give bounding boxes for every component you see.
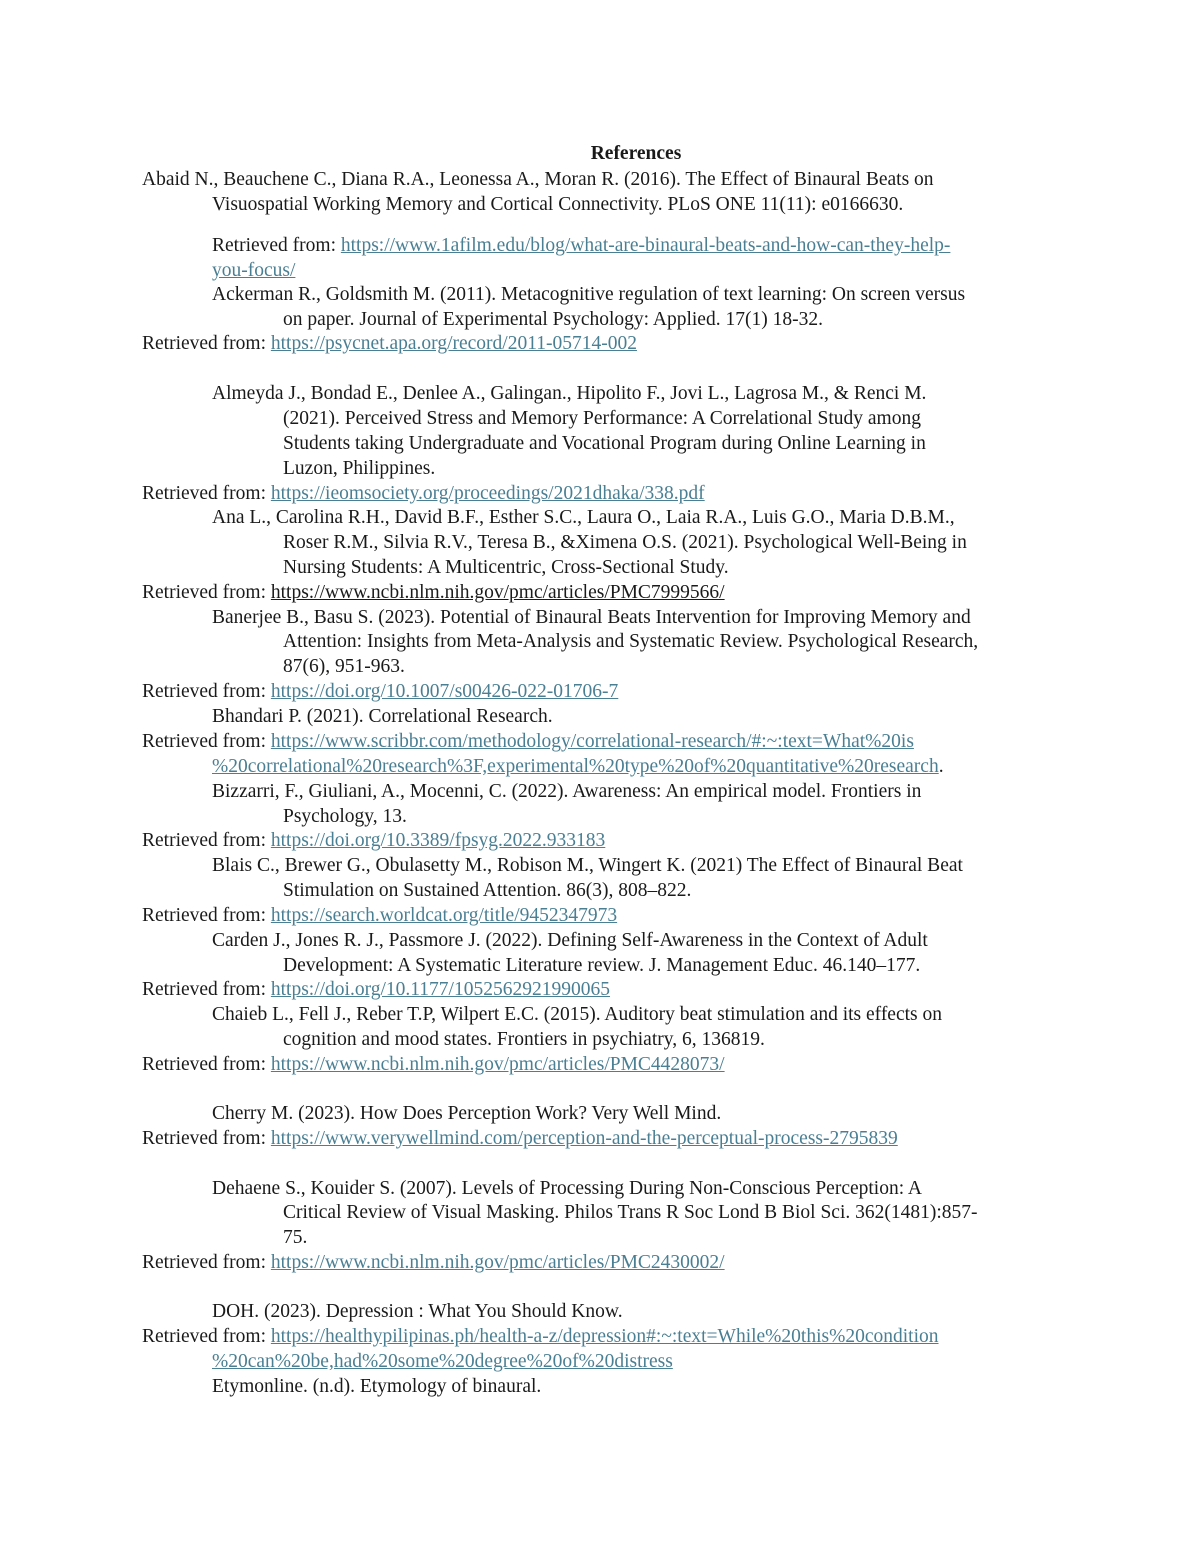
reference-line: 87(6), 951-963. — [283, 656, 405, 677]
reference-line: Psychology, 13. — [283, 806, 407, 827]
reference-line: Etymonline. (n.d). Etymology of binaural. — [212, 1376, 542, 1397]
reference-line: Bizzarri, F., Giuliani, A., Mocenni, C. (2022). Awareness: An empirical model. Frontiers in — [212, 781, 922, 802]
retrieved-label: Retrieved from: — [142, 1252, 271, 1273]
retrieved-label: Retrieved from: — [142, 905, 271, 926]
reference-line: on paper. Journal of Experimental Psychology: Applied. 17(1) 18-32. — [283, 309, 823, 330]
retrieved-label: Retrieved from: — [142, 681, 271, 702]
reference-line: Critical Review of Visual Masking. Philos Trans R Soc Lond B Biol Sci. 362(1481):857- — [283, 1202, 978, 1223]
reference-link[interactable]: https://www.ncbi.nlm.nih.gov/pmc/articles/PMC7999566/ — [270, 582, 725, 603]
retrieved-line — [142, 1324, 939, 1350]
retrieved-line — [142, 977, 610, 1003]
retrieved-label: Retrieved from: — [142, 1054, 271, 1075]
reference-link[interactable]: https://healthypilipinas.ph/health-a-z/depression#:~:text=While%20this%20condition — [270, 1326, 939, 1347]
reference-link[interactable]: you-focus/ — [212, 260, 296, 281]
retrieved-line — [142, 580, 725, 606]
link-suffix: . — [938, 756, 944, 777]
retrieved-line — [142, 331, 637, 357]
retrieved-line — [142, 1250, 725, 1276]
retrieved-line — [212, 233, 950, 259]
reference-link[interactable]: https://www.scribbr.com/methodology/correlational-research/#:~:text=What%20is — [270, 731, 914, 752]
reference-link[interactable]: https://search.worldcat.org/title/9452347973 — [270, 905, 618, 926]
reference-line: Development: A Systematic Literature review. J. Management Educ. 46.140–177. — [283, 955, 921, 976]
reference-link[interactable]: https://doi.org/10.1007/s00426-022-01706-7 — [270, 681, 619, 702]
reference-link[interactable]: https://psycnet.apa.org/record/2011-05714-002 — [270, 333, 637, 354]
reference-link[interactable]: %20correlational%20research%3F,experimental%20type%20of%20quantitative%20research — [212, 756, 939, 777]
retrieved-line — [142, 1052, 725, 1078]
reference-link[interactable]: https://doi.org/10.3389/fpsyg.2022.933183 — [270, 830, 606, 851]
reference-line: Banerjee B., Basu S. (2023). Potential of Binaural Beats Intervention for Improving Memory and — [212, 607, 971, 628]
reference-line: Chaieb L., Fell J., Reber T.P, Wilpert E.C. (2015). Auditory beat stimulation and its effects on — [212, 1004, 943, 1025]
retrieved-label: Retrieved from: — [142, 979, 271, 1000]
reference-link[interactable]: https://doi.org/10.1177/1052562921990065 — [270, 979, 610, 1000]
reference-line: Stimulation on Sustained Attention. 86(3), 808–822. — [283, 880, 692, 901]
retrieved-line — [212, 258, 295, 284]
reference-link[interactable]: https://www.verywellmind.com/perception-and-the-perceptual-process-2795839 — [270, 1128, 898, 1149]
retrieved-line — [142, 828, 605, 854]
reference-line: Nursing Students: A Multicentric, Cross-Sectional Study. — [283, 557, 729, 578]
retrieved-line — [142, 729, 914, 755]
retrieved-label: Retrieved from: — [142, 731, 271, 752]
retrieved-line — [142, 481, 705, 507]
retrieved-label: Retrieved from: — [142, 582, 271, 603]
reference-line: Blais C., Brewer G., Obulasetty M., Robison M., Wingert K. (2021) The Effect of Binaural Beat — [212, 855, 963, 876]
retrieved-line — [212, 754, 944, 780]
reference-line: Carden J., Jones R. J., Passmore J. (2022). Defining Self-Awareness in the Context of Adult — [212, 930, 928, 951]
reference-line: Abaid N., Beauchene C., Diana R.A., Leonessa A., Moran R. (2016). The Effect of Binaural Beats on — [142, 169, 934, 190]
retrieved-line — [142, 903, 617, 929]
retrieved-label: Retrieved from: — [142, 333, 271, 354]
reference-line: Students taking Undergraduate and Vocational Program during Online Learning in — [283, 433, 926, 454]
reference-line: Bhandari P. (2021). Correlational Research. — [212, 706, 553, 727]
retrieved-label: Retrieved from: — [142, 830, 271, 851]
reference-line: Roser R.M., Silvia R.V., Teresa B., &Ximena O.S. (2021). Psychological Well-Being in — [283, 532, 967, 553]
reference-line: Dehaene S., Kouider S. (2007). Levels of Processing During Non-Conscious Perception: A — [212, 1178, 923, 1199]
reference-link[interactable]: https://www.ncbi.nlm.nih.gov/pmc/articles/PMC4428073/ — [270, 1054, 725, 1075]
reference-link[interactable]: https://ieomsociety.org/proceedings/2021dhaka/338.pdf — [270, 483, 705, 504]
reference-line: cognition and mood states. Frontiers in psychiatry, 6, 136819. — [283, 1029, 765, 1050]
reference-line: Attention: Insights from Meta-Analysis and Systematic Review. Psychological Research, — [283, 631, 979, 652]
retrieved-label: Retrieved from: — [142, 1128, 271, 1149]
reference-line: Cherry M. (2023). How Does Perception Work? Very Well Mind. — [212, 1103, 722, 1124]
reference-line: Visuospatial Working Memory and Cortical Connectivity. PLoS ONE 11(11): e0166630. — [212, 194, 904, 215]
reference-link[interactable]: https://www.ncbi.nlm.nih.gov/pmc/articles/PMC2430002/ — [270, 1252, 725, 1273]
reference-link[interactable]: https://www.1afilm.edu/blog/what-are-binaural-beats-and-how-can-they-help- — [340, 235, 951, 256]
reference-line: DOH. (2023). Depression : What You Should Know. — [212, 1301, 623, 1322]
reference-line: Ackerman R., Goldsmith M. (2011). Metacognitive regulation of text learning: On screen versus — [212, 284, 966, 305]
retrieved-label: Retrieved from: — [212, 235, 341, 256]
reference-line: Ana L., Carolina R.H., David B.F., Esther S.C., Laura O., Laia R.A., Luis G.O., Maria D.B.M., — [212, 507, 955, 528]
reference-line: Luzon, Philippines. — [283, 458, 436, 479]
retrieved-line — [212, 1349, 673, 1375]
reference-line: Almeyda J., Bondad E., Denlee A., Galingan., Hipolito F., Jovi L., Lagrosa M., & Renci M. — [212, 383, 927, 404]
retrieved-label: Retrieved from: — [142, 483, 271, 504]
reference-line: 75. — [283, 1227, 308, 1248]
page-title: References — [590, 143, 682, 164]
retrieved-line — [142, 679, 618, 705]
retrieved-label: Retrieved from: — [142, 1326, 271, 1347]
retrieved-line — [142, 1126, 898, 1152]
reference-line: (2021). Perceived Stress and Memory Performance: A Correlational Study among — [283, 408, 921, 429]
reference-link[interactable]: %20can%20be,had%20some%20degree%20of%20distress — [212, 1351, 673, 1372]
